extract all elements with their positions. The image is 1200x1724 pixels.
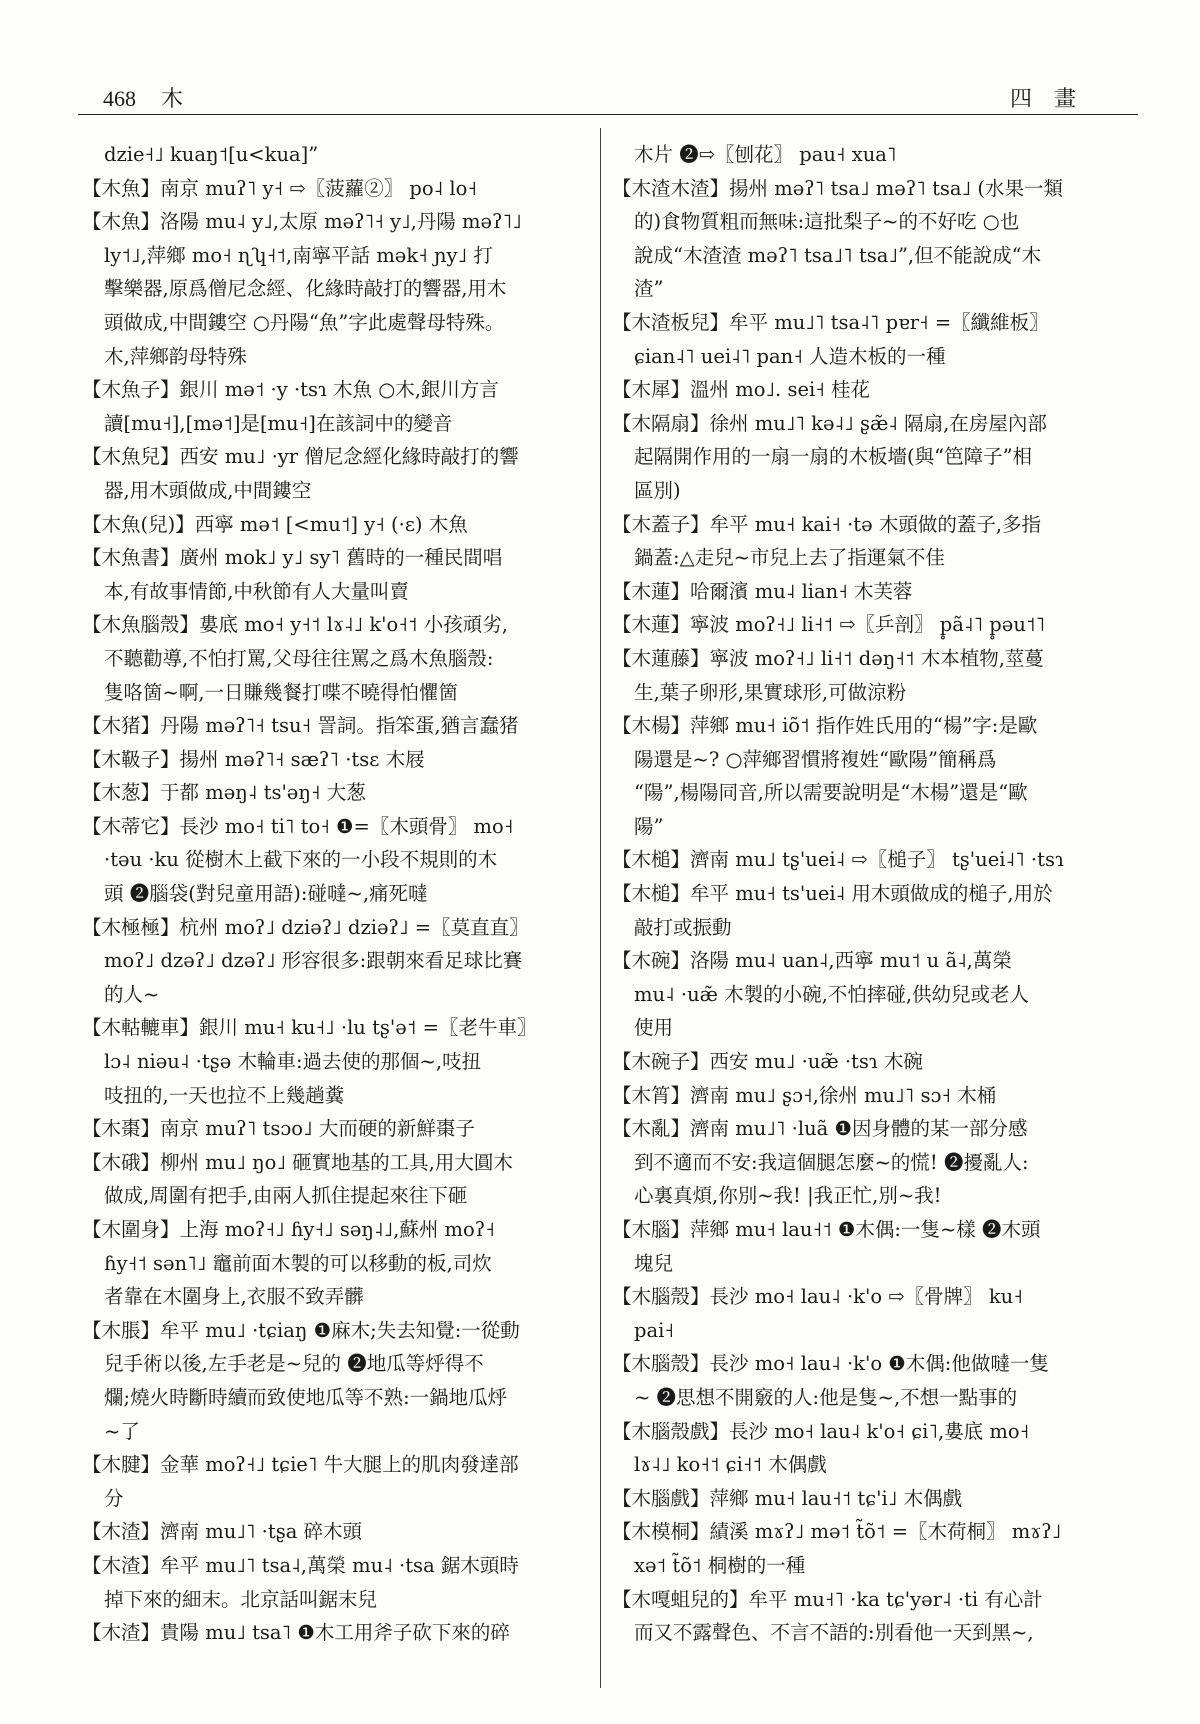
entry-continuation-line: 讀[mu˧],[mə˦]是[mu˧]在該詞中的變音 [104,411,453,435]
entry-line: 【木槌】牟平 mu˧ ts'uei˨ 用木頭做成的槌子,用於 [612,882,1053,906]
entry-line: 【木腦殼】長沙 mo˧ lau˨ ·k'o ⇨〖骨牌〗 ku˧ [612,1285,1023,1309]
entry-continuation-line: 頭 ❷腦袋(對兒童用語):碰噠~,痛死噠 [104,882,428,906]
entry-continuation-line: 本,有故事情節,中秋節有人大量叫賣 [104,579,409,603]
entry-continuation-line: ~了 [104,1419,140,1443]
entry-continuation-line: ly˦˩,萍鄉 mo˧ ɳʮ˧˦,南寧平話 mək˧ ɲy˩ 打 [104,243,493,267]
entry-continuation-line: 陽還是~? ○萍鄉習慣將複姓“歐陽”簡稱爲 [634,747,997,771]
entry-continuation-line: 隻咯箇~啊,一日賺幾餐打喋不曉得怕懼箇 [104,680,459,704]
entry-continuation-line: xə˦ t̃õ˦ 桐樹的一種 [634,1553,806,1577]
entry-continuation-line: ɦy˧˦ sən˥˩ 竈前面木製的可以移動的板,司炊 [104,1251,492,1275]
entry-line: 【木渣木渣】揚州 məʔ˥ tsa˩ məʔ˥ tsa˩ (水果一類 [612,176,1063,200]
entry-line: 【木圍身】上海 moʔ˧˩ ɦy˧˩ səŋ˨˩,蘇州 moʔ˧ [82,1218,495,1241]
entry-line: 【木碗】洛陽 mu˨ uan˨,西寧 mu˦ u ã˨,萬榮 [612,949,1012,973]
entry-line: 【木魚】洛陽 mu˨ y˩,太原 məʔ˥˧ y˩,丹陽 məʔ˥˩ [82,210,522,234]
entry-continuation-line: 渣” [634,277,664,301]
entry-continuation-line: 區別) [634,478,681,502]
page-number: 468 [103,86,136,111]
entry-line: 【木腦】萍鄉 mu˧ lau˧˦ ❶木偶:一隻~樣 ❷木頭 [612,1218,1041,1241]
entry-continuation-line: 木片 ❷⇨〖刨花〗 pau˧ xua˥ [634,143,897,166]
entry-line: 【木葱】于都 məŋ˨ ts'əŋ˧ 大葱 [82,781,366,805]
entry-continuation-line: 生,葉子卵形,果實球形,可做涼粉 [634,680,907,704]
entry-continuation-line: 到不適而不安:我這個腿怎麼~的慌! ❷擾亂人: [634,1150,1029,1174]
entry-line: 【木腱】金華 moʔ˧˩ tɕie˥ 牛大腿上的肌肉發達部 [82,1453,519,1477]
entry-continuation-line: pai˧ [634,1318,674,1342]
entry-line: 【木隔扇】徐州 mu˩˥ kə˨˩ ʂæ̃˨ 隔扇,在房屋內部 [612,411,1047,435]
entry-continuation-line: 使用 [634,1016,674,1040]
entry-line: 【木魚(兒)】西寧 mə˦ [<mu˦] y˧ (·ɛ) 木魚 [82,512,468,536]
entry-line: 【木軲轆車】銀川 mu˧ ku˧˩ ·lu tʂ'ə˦ =〖老牛車〗 [82,1016,537,1040]
entry-continuation-line: 頭做成,中間鏤空 ○丹陽“魚”字此處聲母特殊。 [104,310,505,334]
column-divider [600,128,601,1688]
entry-continuation-line: 陽” [634,814,664,838]
section-label: 四畫 [1009,87,1098,112]
entry-continuation-line: “陽”,楊陽同音,所以需要說明是“木楊”還是“歐 [634,781,1028,805]
header-left [103,82,183,113]
entry-continuation-line: 擊樂器,原爲僧尼念經、化緣時敲打的響器,用木 [104,277,507,301]
right-column [612,138,1142,1650]
entry-line: 【木蓮藤】寧波 moʔ˧˩ li˧˦ dəŋ˧˦ 木本植物,莖蔓 [612,646,1044,670]
entry-line: 【木魚】南京 muʔ˥ y˧ ⇨〖菠蘿②〗 po˨ lo˧ [82,176,478,200]
entry-line: 【木猪】丹陽 məʔ˥˧ tsu˧ 詈詞。指笨蛋,猶言蠢猪 [82,714,519,738]
entry-line: 【木腦殼戲】長沙 mo˧ lau˨ k'o˧ ɕi˥,婁底 mo˧ [612,1419,1030,1443]
entry-continuation-line: 起隔開作用的一扇一扇的木板墻(與“笆障子”相 [634,445,1033,469]
entry-line: 【木魚兒】西安 mu˩ ·yr 僧尼念經化緣時敲打的響 [82,445,519,469]
entry-continuation-line: mu˨ ·uæ̃ 木製的小碗,不怕摔碰,供幼兒或老人 [634,982,1030,1006]
entry-continuation-line: ·təu ·ku 從樹木上截下來的一小段不規則的木 [104,848,498,872]
entry-continuation-line: lɔ˨ niəu˨ ·tʂə 木輪車:過去使的那個~,吱扭 [104,1050,482,1074]
entry-line: 【木渣】濟南 mu˩˥ ·tʂa 碎木頭 [82,1520,363,1544]
entry-continuation-line: 不聽勸導,不怕打罵,父母往往罵之爲木魚腦殼: [104,646,494,670]
entry-line: 【木筲】濟南 mu˩ ʂɔ˧,徐州 mu˩˥ sɔ˧ 木桶 [612,1083,997,1107]
entry-continuation-line: 塊兒 [634,1251,674,1275]
entry-continuation-line: 說成“木渣渣 məʔ˥ tsa˩˥ tsa˩”,但不能說成“木 [634,243,1042,267]
entry-continuation-line: 心裏真煩,你別~我! |我正忙,別~我! [634,1184,942,1208]
entry-line: 【木渣】貴陽 mu˩ tsa˥ ❶木工用斧子砍下來的碎 [82,1621,510,1645]
entry-continuation-line: ~ ❷思想不開竅的人:他是隻~,不想一點事的 [634,1385,1018,1409]
entry-continuation-line: 的人~ [104,982,160,1006]
entry-continuation-line: 爛;燒火時斷時續而致使地瓜等不熟:一鍋地瓜烀 [104,1385,508,1409]
entry-line: 【木極極】杭州 moʔ˩ dziəʔ˩ dziəʔ˩ =〖莫直直〗 [82,915,529,939]
entry-line: 【木碗子】西安 mu˩ ·uæ̃ ·tsɿ 木碗 [612,1050,923,1074]
entry-line: 【木模桐】績溪 mɤʔ˩ mə˦ t̃õ˦ =〖木荷桐〗 mɤʔ˩ [612,1520,1062,1544]
page-header [78,78,1138,115]
entry-continuation-line: dzie˧˩ kuaŋ˦[u<kua]” [104,143,319,166]
entry-line: 【木蓋子】牟平 mu˧ kai˧ ·tə 木頭做的蓋子,多指 [612,512,1042,536]
entry-continuation-line: 木,萍鄉韵母特殊 [104,344,247,368]
entry-continuation-line: 者靠在木圍身上,衣服不致弄髒 [104,1285,364,1309]
entry-line: 【木腦殼】長沙 mo˧ lau˨ ·k'o ❶木偶:他做噠一隻 [612,1352,1049,1376]
entry-continuation-line: 分 [104,1486,124,1510]
entry-line: 【木脹】牟平 mu˩ ·tɕiaŋ ❶麻木;失去知覺:一從動 [82,1318,520,1342]
entry-line: 【木蓮】哈爾濱 mu˨ lian˧ 木芙蓉 [612,579,913,603]
entry-continuation-line: ɕian˨˥ uei˨˥ pan˧ 人造木板的一種 [634,344,946,368]
entry-line: 【木亂】濟南 mu˩˥ ·luã ❶因身體的某一部分感 [612,1117,1028,1141]
entry-continuation-line: 做成,周圍有把手,由兩人抓住提起來往下砸 [104,1184,468,1208]
entry-continuation-line: moʔ˩ dzəʔ˩ dzəʔ˩ 形容很多:跟朝來看足球比賽 [104,949,523,973]
entry-continuation-line: 器,用木頭做成,中間鏤空 [104,478,312,502]
entry-continuation-line: 而又不露聲色、不言不語的:別看他一天到黑~, [634,1621,1034,1645]
entry-continuation-line: 吱扭的,一天也拉不上幾趟糞 [104,1083,345,1107]
entry-continuation-line: 的)食物質粗而無味:這批梨子~的不好吃 ○也 [634,210,1020,234]
entry-line: 【木楊】萍鄉 mu˧ iõ˦ 指作姓氏用的“楊”字:是歐 [612,714,1038,738]
entry-line: 【木犀】溫州 mo˩. sei˧ 桂花 [612,378,871,402]
entry-line: 【木蒂它】長沙 mo˧ ti˥ to˧ ❶=〖木頭骨〗 mo˧ [82,814,514,838]
entry-line: 【木渣板兒】牟平 mu˩˥ tsa˨˥ pɐr˧ =〖纖維板〗 [612,310,1049,334]
entry-continuation-line: lɤ˨˩ ko˧˦ ɕi˧˦ 木偶戲 [634,1453,827,1477]
entry-continuation-line: 敲打或振動 [634,915,732,939]
entry-line: 【木魚腦殼】婁底 mo˧ y˧˦ lɤ˨˩ k'o˧˦ 小孩頑劣, [82,613,508,637]
entry-line: 【木槌】濟南 mu˩ tʂ'uei˨ ⇨〖槌子〗 tʂ'uei˨˥ ·tsɿ [612,848,1064,872]
entry-line: 【木蓮】寧波 moʔ˧˩ li˧˦ ⇨〖乒剖〗 p̥ã˨˥ p̥əu˦˥ [612,613,1046,637]
entry-line: 【木嘎蛆兒的】牟平 mu˧˥ ·ka tɕ'yər˨ ·ti 有心計 [612,1587,1043,1611]
entry-line: 【木硪】柳州 mu˩ ŋo˩ 砸實地基的工具,用大圓木 [82,1150,513,1174]
entry-line: 【木渣】牟平 mu˩˥ tsa˨,萬榮 mu˨ ·tsa 鋸木頭時 [82,1553,519,1577]
entry-line: 【木棗】南京 muʔ˥ tsɔo˩ 大而硬的新鮮棗子 [82,1117,475,1141]
entry-line: 【木魚子】銀川 mə˦ ·y ·tsɿ 木魚 ○木,銀川方言 [82,378,499,402]
entry-line: 【木腦戲】萍鄉 mu˧ lau˧˦ tɕ'i˩ 木偶戲 [612,1486,963,1510]
left-column [82,138,587,1650]
entry-line: 【木靸子】揚州 məʔ˥˧ sæʔ˥ ·tsɛ 木屐 [82,747,425,771]
entry-continuation-line: 兒手術以後,左手老是~兒的 ❷地瓜等烀得不 [104,1352,484,1376]
entry-continuation-line: 鍋蓋:△走兒~市兒上去了指運氣不佳 [634,546,945,570]
radical-label: 木 [161,87,184,112]
entry-line: 【木魚書】廣州 mok˩ y˩ sy˥ 舊時的一種民間唱 [82,546,503,570]
entry-continuation-line: 掉下來的細末。北京話叫鋸末兒 [104,1587,378,1611]
